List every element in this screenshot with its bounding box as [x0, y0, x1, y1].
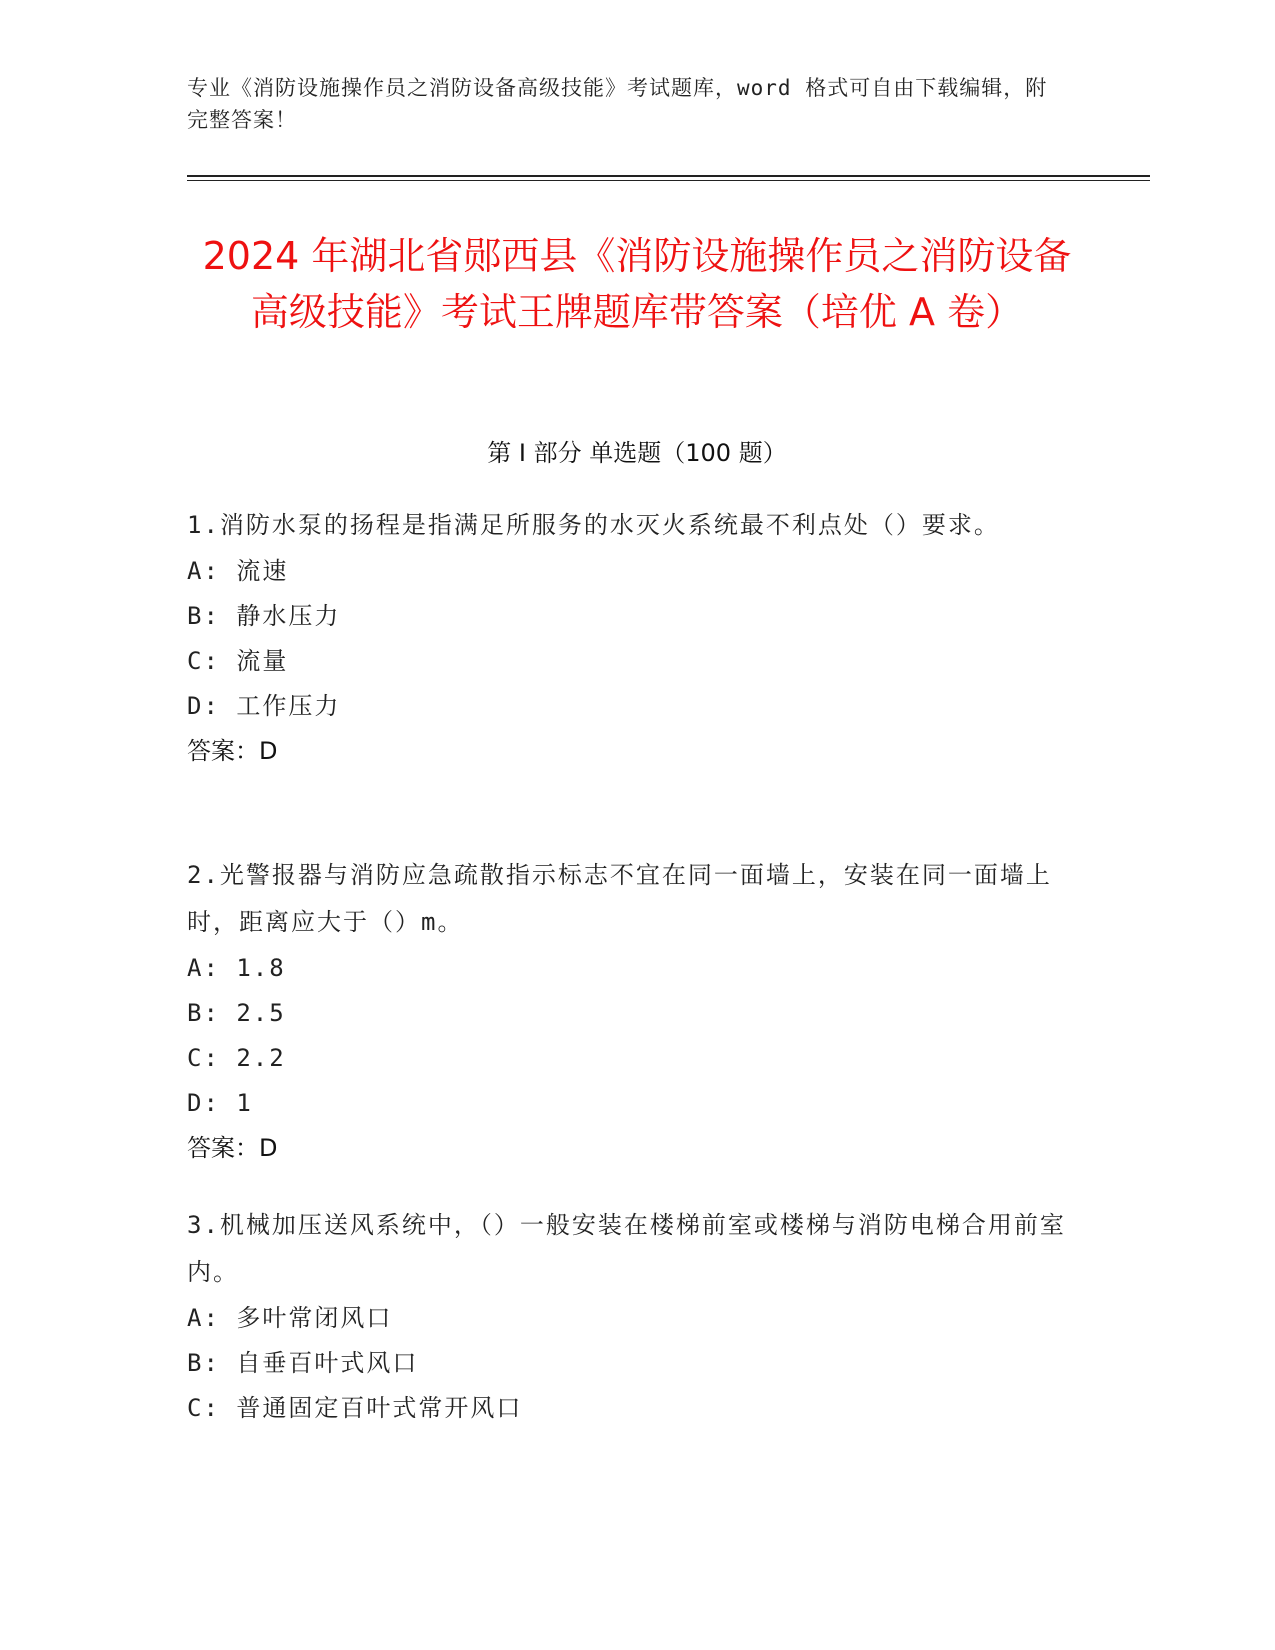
option-a: A: 1.8: [187, 954, 286, 982]
option-a: A: 多叶常闭风口: [187, 1304, 393, 1332]
header-divider: [187, 175, 1150, 177]
document-title: 2024 年湖北省郧西县《消防设施操作员之消防设备高级技能》考试王牌题库带答案（培优 A 卷）: [202, 234, 1072, 334]
option-b: B: 自垂百叶式风口: [187, 1349, 419, 1377]
option-d: D: 1: [187, 1089, 253, 1117]
question-stem: 2.光警报器与消防应急疏散指示标志不宜在同一面墙上，安装在同一面墙上时，距离应大于（）m。: [187, 861, 1052, 936]
option-b: B: 静水压力: [187, 602, 341, 630]
question-1: [187, 502, 1067, 774]
option-b: B: 2.5: [187, 999, 286, 1027]
option-d: D: 工作压力: [187, 692, 341, 720]
option-c: C: 流量: [187, 647, 289, 675]
question-2: [187, 852, 1067, 1171]
header-note: 专业《消防设施操作员之消防设备高级技能》考试题库，word 格式可自由下载编辑，附完整答案！: [187, 76, 1048, 132]
question-stem: 1.消防水泵的扬程是指满足所服务的水灭火系统最不利点处（）要求。: [187, 511, 1000, 539]
question-stem: 3.机械加压送风系统中，（）一般安装在楼梯前室或楼梯与消防电梯合用前室内。: [187, 1211, 1066, 1286]
answer: 答案：D: [187, 1134, 278, 1162]
option-c: C: 普通固定百叶式常开风口: [187, 1394, 523, 1422]
option-c: C: 2.2: [187, 1044, 286, 1072]
header-divider-thin: [187, 180, 1150, 181]
option-a: A: 流速: [187, 557, 289, 585]
section-heading: 第 I 部分 单选题（100 题）: [487, 439, 787, 467]
question-3: [187, 1202, 1067, 1431]
answer: 答案：D: [187, 737, 278, 765]
